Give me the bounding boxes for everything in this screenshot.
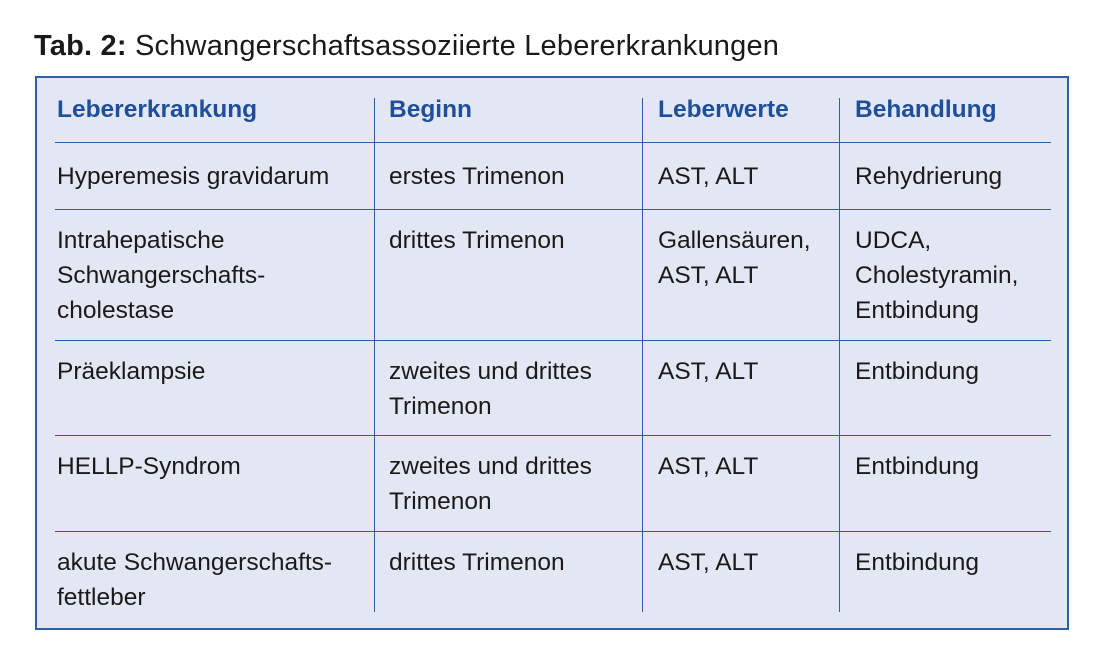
caption-label: Tab. 2:	[34, 30, 127, 62]
row-divider	[55, 340, 1051, 341]
cell-behandlung: Entbindung	[855, 358, 979, 385]
cell-behandlung: Entbindung	[855, 549, 979, 576]
cell-leberwerte: AST, ALT	[658, 453, 759, 480]
table-caption	[34, 28, 779, 64]
cell-beginn: drittes Trimenon	[389, 549, 565, 576]
cell-lebererkrankung: HELLP-Syndrom	[57, 453, 241, 480]
header-cell-lebererkrankung: Lebererkrankung	[57, 96, 258, 123]
header-cell-beginn: Beginn	[389, 96, 473, 123]
header-cell-behandlung: Behandlung	[855, 96, 997, 123]
column-separator	[642, 98, 643, 612]
cell-behandlung: Entbindung	[855, 453, 979, 480]
table-grid	[37, 78, 1067, 628]
cell-lebererkrankung: Hyperemesis gravidarum	[57, 163, 330, 190]
cell-leberwerte: AST, ALT	[658, 163, 759, 190]
cell-lebererkrankung: Präeklampsie	[57, 358, 206, 385]
cell-leberwerte: Gallensäuren, AST, ALT	[658, 227, 811, 289]
cell-beginn: zweites und drittes Trimenon	[389, 358, 592, 420]
header-cell-leberwerte: Leberwerte	[658, 96, 789, 123]
column-separator	[374, 98, 375, 612]
cell-lebererkrankung: Intrahepatische Schwangerschafts- cholestase	[57, 227, 266, 324]
cell-leberwerte: AST, ALT	[658, 549, 759, 576]
column-separator	[839, 98, 840, 612]
caption-title: Schwangerschaftsassoziierte Lebererkrankungen	[126, 30, 780, 62]
cell-beginn: erstes Trimenon	[389, 163, 565, 190]
cell-beginn: drittes Trimenon	[389, 227, 565, 254]
row-divider	[55, 209, 1051, 210]
cell-leberwerte: AST, ALT	[658, 358, 759, 385]
liver-disease-table	[35, 76, 1069, 630]
cell-lebererkrankung: akute Schwangerschafts- fettleber	[57, 549, 333, 611]
cell-beginn: zweites und drittes Trimenon	[389, 453, 592, 515]
cell-behandlung: UDCA, Cholestyramin, Entbindung	[855, 227, 1019, 324]
row-divider	[55, 435, 1051, 436]
row-divider	[55, 142, 1051, 143]
cell-behandlung: Rehydrierung	[855, 163, 1003, 190]
row-divider	[55, 531, 1051, 532]
